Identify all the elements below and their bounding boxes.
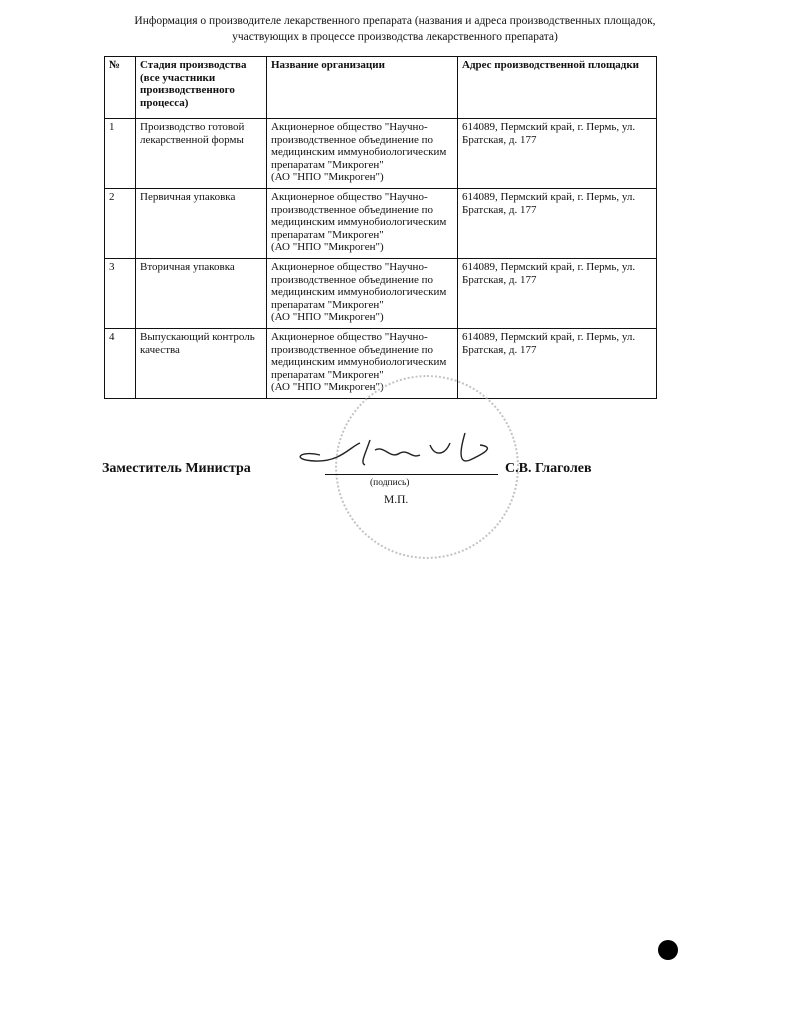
row-organization	[267, 189, 458, 259]
row-stage: Первичная упаковка	[136, 189, 267, 259]
signature-caption: (подпись)	[370, 478, 410, 488]
org-short: (АО "НПО "Микроген")	[271, 171, 384, 184]
signatory-name: С.В. Глаголев	[505, 461, 592, 476]
table-row	[105, 119, 657, 189]
title-line-2: участвующих в процессе производства лекарственного препарата)	[232, 31, 558, 43]
org-name: Акционерное общество "Научно-производственное объединение по медицинским иммунобиологическим препаратам "Микроген"	[271, 331, 447, 381]
org-short: (АО "НПО "Микроген")	[271, 381, 384, 394]
signatory-role: Заместитель Министра	[102, 461, 251, 476]
table-row	[105, 259, 657, 329]
scan-hole-mark	[658, 940, 678, 960]
handwritten-signature	[280, 425, 510, 475]
header-number: №	[105, 57, 136, 119]
row-number: 1	[105, 119, 136, 189]
seal-label: М.П.	[384, 494, 409, 506]
row-organization	[267, 119, 458, 189]
row-address: 614089, Пермский край, г. Пермь, ул. Братская, д. 177	[458, 119, 657, 189]
table-header-row	[105, 57, 657, 119]
row-number: 4	[105, 329, 136, 399]
header-address: Адрес производственной площадки	[458, 57, 657, 119]
row-stage: Выпускающий контроль качества	[136, 329, 267, 399]
org-name: Акционерное общество "Научно-производственное объединение по медицинским иммунобиологическим препаратам "Микроген"	[271, 121, 447, 171]
document-title	[100, 13, 690, 45]
row-stage: Производство готовой лекарственной формы	[136, 119, 267, 189]
table-row	[105, 189, 657, 259]
row-stage: Вторичная упаковка	[136, 259, 267, 329]
org-name: Акционерное общество "Научно-производственное объединение по медицинским иммунобиологическим препаратам "Микроген"	[271, 261, 447, 311]
org-name: Акционерное общество "Научно-производственное объединение по медицинским иммунобиологическим препаратам "Микроген"	[271, 191, 447, 241]
title-line-1: Информация о производителе лекарственного препарата (названия и адреса производственных площадок,	[134, 15, 656, 27]
manufacturer-table	[104, 56, 657, 399]
row-organization	[267, 259, 458, 329]
signature-line	[325, 474, 498, 475]
row-number: 2	[105, 189, 136, 259]
row-address: 614089, Пермский край, г. Пермь, ул. Братская, д. 177	[458, 329, 657, 399]
row-address: 614089, Пермский край, г. Пермь, ул. Братская, д. 177	[458, 189, 657, 259]
row-number: 3	[105, 259, 136, 329]
org-short: (АО "НПО "Микроген")	[271, 241, 384, 254]
org-short: (АО "НПО "Микроген")	[271, 311, 384, 324]
header-stage: Стадия производства (все участники производственного процесса)	[136, 57, 267, 119]
row-address: 614089, Пермский край, г. Пермь, ул. Братская, д. 177	[458, 259, 657, 329]
header-organization: Название организации	[267, 57, 458, 119]
